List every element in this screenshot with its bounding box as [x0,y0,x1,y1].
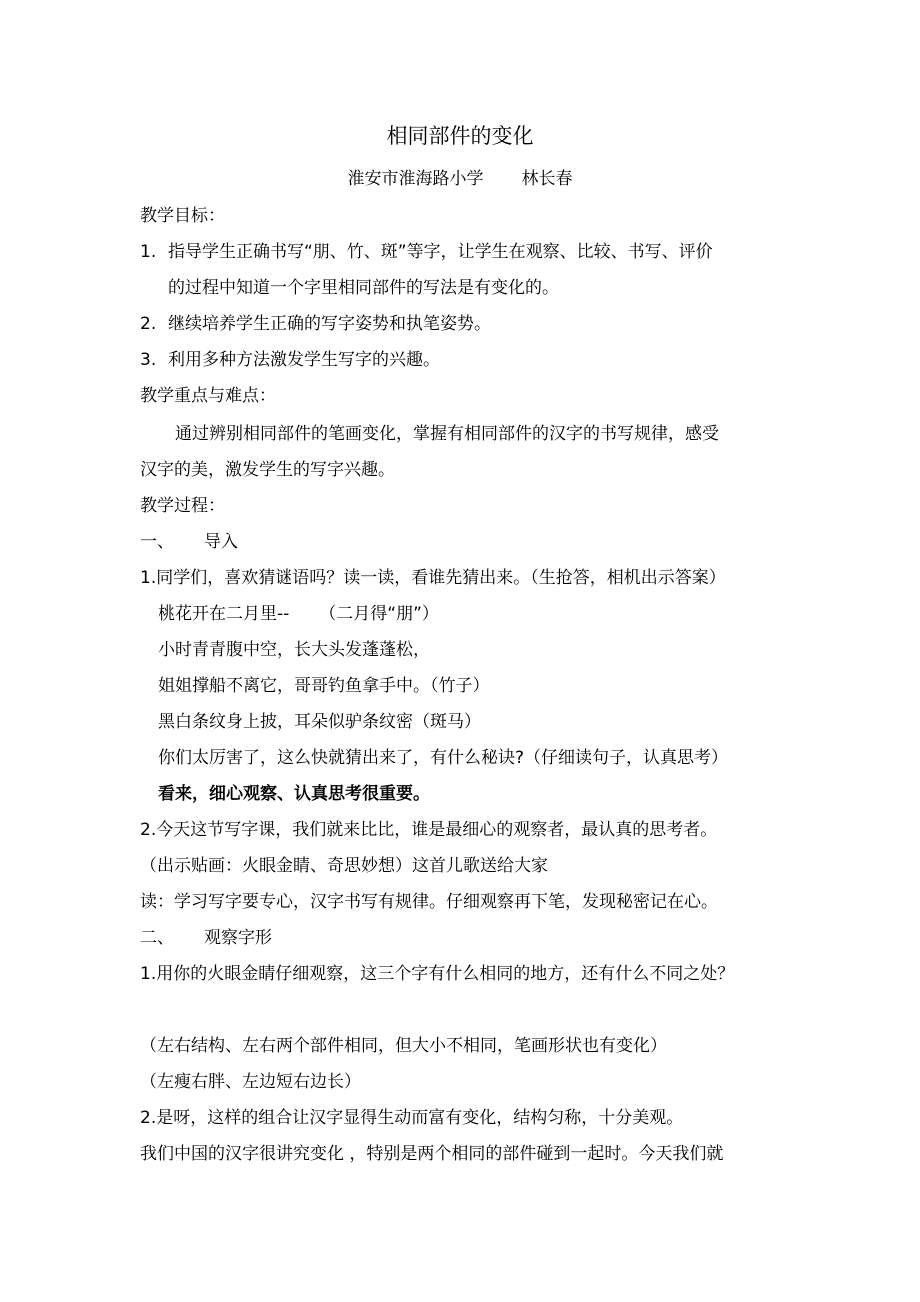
page-title: 相同部件的变化 [386,124,534,148]
section-number: 二、 [140,928,174,948]
key-points-text-2: 汉字的美，激发学生的写字兴趣。 [140,460,395,480]
key-points-text-1: 通过辨别相同部件的笔画变化，掌握有相同部件的汉字的书写规律，感受 [175,424,719,444]
section-title: 观察字形 [204,928,272,948]
section-2-heading [140,927,272,949]
paragraph: （左右结构、左右两个部件相同，但大小不相同，笔画形状也有变化） [140,1036,667,1056]
riddle-2-line-1: 小时青青腹中空，长大头发蓬蓬松， [158,640,430,660]
riddle-3: 黑白条纹身上披，耳朵似驴条纹密（斑马） [158,712,481,732]
paragraph: 我们中国的汉字很讲究变化 ，特别是两个相同的部件碰到一起时。今天我们就 [140,1144,724,1164]
goal-number: 2. [140,314,157,334]
goals-heading: 教学目标： [140,206,225,226]
process-heading: 教学过程： [140,496,225,516]
paragraph: 2.是呀，这样的组合让汉字显得生动而富有变化，结构匀称，十分美观。 [140,1108,684,1128]
goal-text: 继续培养学生正确的写字姿势和执笔姿势。 [168,314,491,334]
section-1-heading [140,531,238,553]
paragraph: （出示贴画：火眼金睛、奇思妙想）这首儿歌送给大家 [140,856,548,876]
goal-item-2 [140,313,491,335]
goal-item-1-continued: 的过程中知道一个字里相同部件的写法是有变化的。 [168,278,559,298]
bold-summary: 看来，细心观察、认真思考很重要。 [158,784,430,804]
riddle-1 [158,603,439,625]
key-points-heading: 教学重点与难点： [140,386,276,406]
section-title: 导入 [204,532,238,552]
author-line [0,168,920,190]
goal-text: 利用多种方法激发学生写字的兴趣。 [168,350,440,370]
section-number: 一、 [140,532,174,552]
author-school: 淮安市淮海路小学 [347,169,484,189]
paragraph: 1.用你的火眼金睛仔细观察，这三个字有什么相同的地方，还有什么不同之处？ [140,964,735,984]
author-name: 林长春 [521,169,573,189]
riddle-question: 桃花开在二月里-- [158,604,290,624]
paragraph: （左瘦右胖、左边短右边长） [140,1072,361,1092]
riddle-answer: （二月得“朋”） [319,604,439,624]
riddle-2-line-2: 姐姐撑船不离它，哥哥钓鱼拿手中。（竹子） [158,676,490,696]
goal-text: 指导学生正确书写“朋、竹、斑”等字，让学生在观察、比较、书写、评价 [168,242,713,262]
goal-number: 1. [140,242,157,262]
praise-line: 你们太厉害了，这么快就猜出来了，有什么秘诀?（仔细读句子，认真思考） [158,748,729,768]
goal-number: 3. [140,350,157,370]
goal-item-1 [140,241,713,263]
goal-item-3 [140,349,440,371]
paragraph: 1.同学们，喜欢猜谜语吗？读一读，看谁先猜出来。（生抢答，相机出示答案） [140,568,726,588]
paragraph: 读：学习写字要专心，汉字书写有规律。仔细观察再下笔，发现秘密记在心。 [140,892,718,912]
paragraph: 2.今天这节写字课，我们就来比比，谁是最细心的观察者，最认真的思考者。 [140,820,718,840]
